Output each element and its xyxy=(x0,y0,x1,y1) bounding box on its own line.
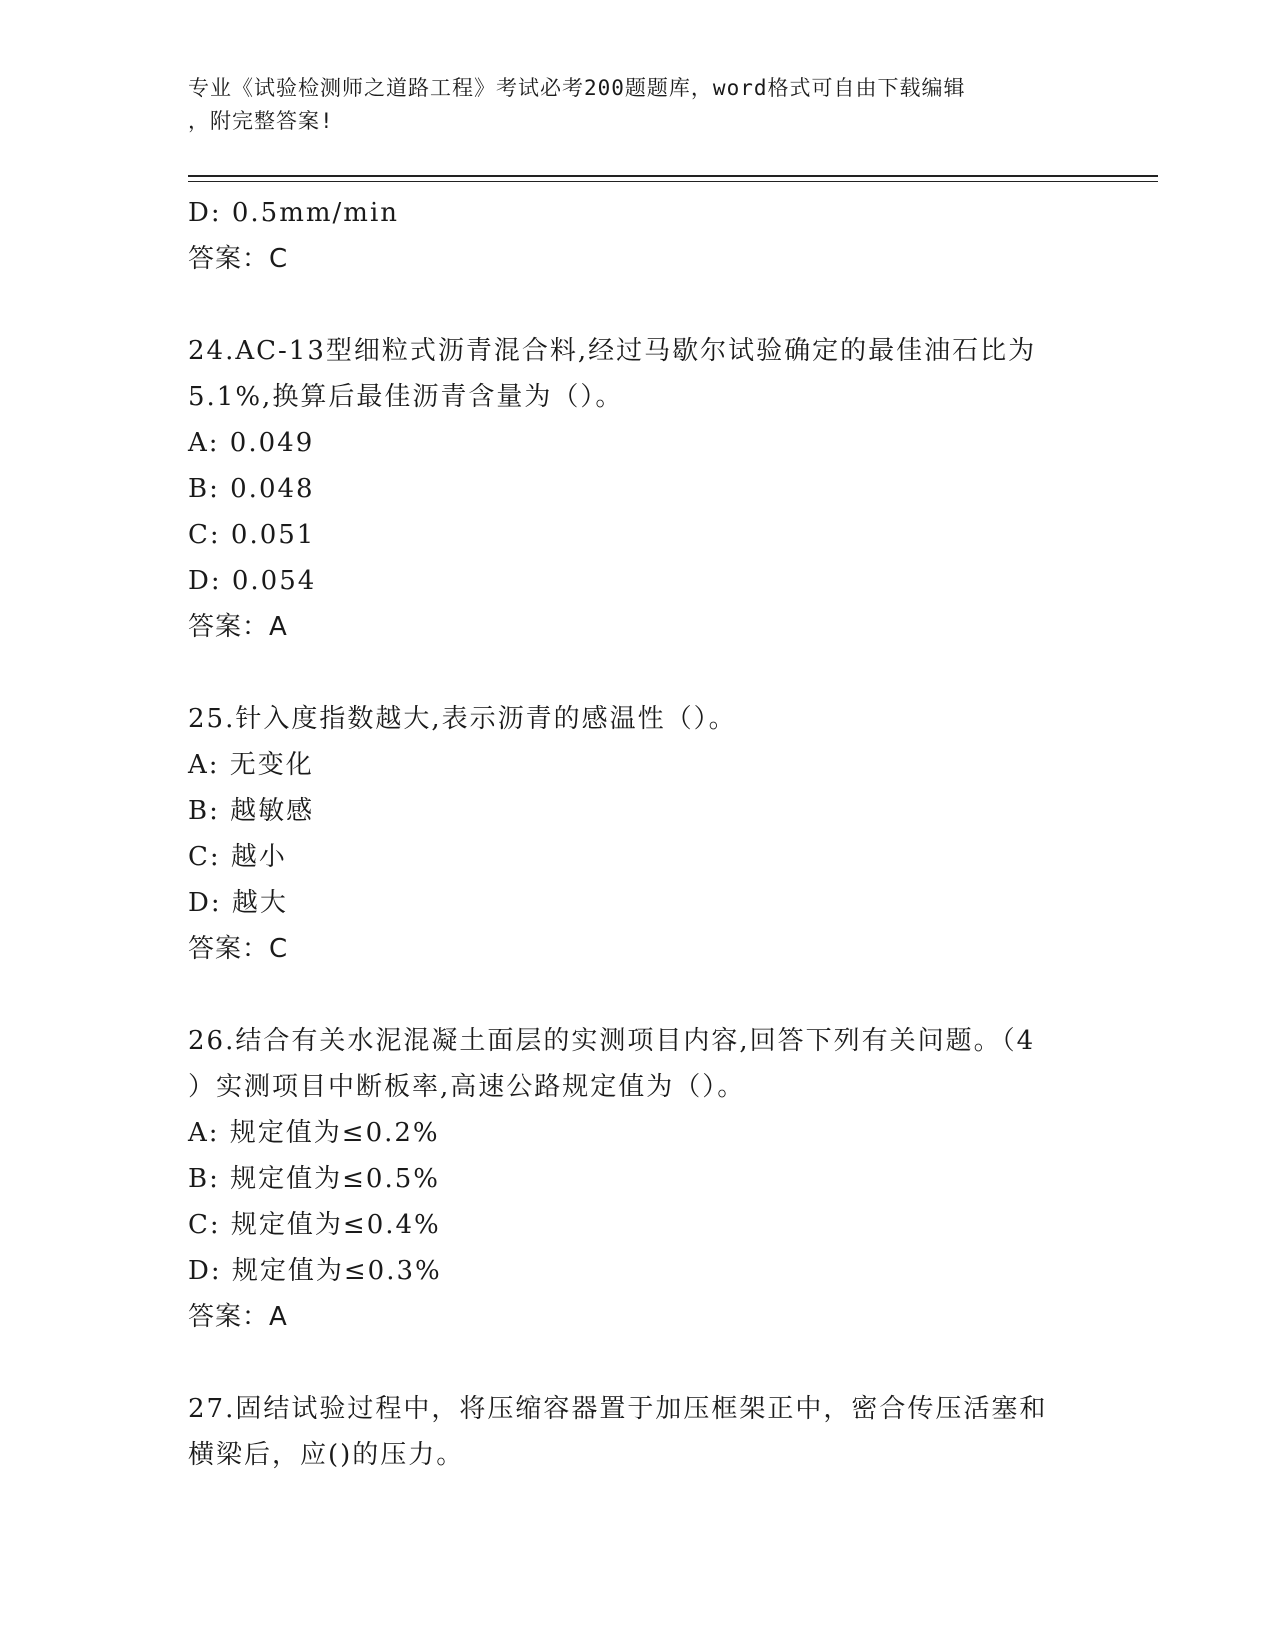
document-header xyxy=(188,72,1088,138)
question-27 xyxy=(188,1386,1088,1478)
header-line-1: 专业《试验检测师之道路工程》考试必考200题题库，word格式可自由下载编辑 xyxy=(188,76,966,100)
option-a: A: 规定值为≤0.2% xyxy=(188,1118,440,1148)
option-d: D: 0.5mm/min xyxy=(188,198,400,228)
option-c: C: 越小 xyxy=(188,842,287,872)
answer-line: 答案：A xyxy=(188,612,288,642)
option-a: A: 0.049 xyxy=(188,428,315,458)
question-stem: 27.固结试验过程中，将压缩容器置于加压框架正中，密合传压活塞和 xyxy=(188,1394,1048,1424)
option-d: D: 规定值为≤0.3% xyxy=(188,1256,442,1286)
option-c: C: 规定值为≤0.4% xyxy=(188,1210,441,1240)
answer-line: 答案：C xyxy=(188,244,289,274)
answer-line: 答案：C xyxy=(188,934,289,964)
header-line-2: ，附完整答案! xyxy=(188,109,334,133)
question-stem: 横梁后，应()的压力。 xyxy=(188,1440,465,1470)
option-b: B: 0.048 xyxy=(188,474,315,504)
question-stem: 25.针入度指数越大,表示沥青的感温性（）。 xyxy=(188,704,737,734)
header-divider-thin xyxy=(188,181,1158,182)
question-content xyxy=(188,190,1088,1478)
question-stem: ）实测项目中断板率,高速公路规定值为（）。 xyxy=(188,1072,746,1102)
option-b: B: 规定值为≤0.5% xyxy=(188,1164,440,1194)
question-25 xyxy=(188,696,1088,972)
answer-line: 答案：A xyxy=(188,1302,288,1332)
option-a: A: 无变化 xyxy=(188,750,314,780)
option-c: C: 0.051 xyxy=(188,520,316,550)
question-stem: 24.AC-13型细粒式沥青混合料,经过马歇尔试验确定的最佳油石比为 xyxy=(188,336,1037,366)
question-24 xyxy=(188,328,1088,650)
option-d: D: 0.054 xyxy=(188,566,317,596)
option-b: B: 越敏感 xyxy=(188,796,315,826)
question-26 xyxy=(188,1018,1088,1340)
header-divider xyxy=(188,175,1158,177)
question-stem: 5.1%,换算后最佳沥青含量为（）。 xyxy=(188,382,624,412)
question-stem: 26.结合有关水泥混凝土面层的实测项目内容,回答下列有关问题。（4 xyxy=(188,1026,1036,1056)
option-d: D: 越大 xyxy=(188,888,288,918)
